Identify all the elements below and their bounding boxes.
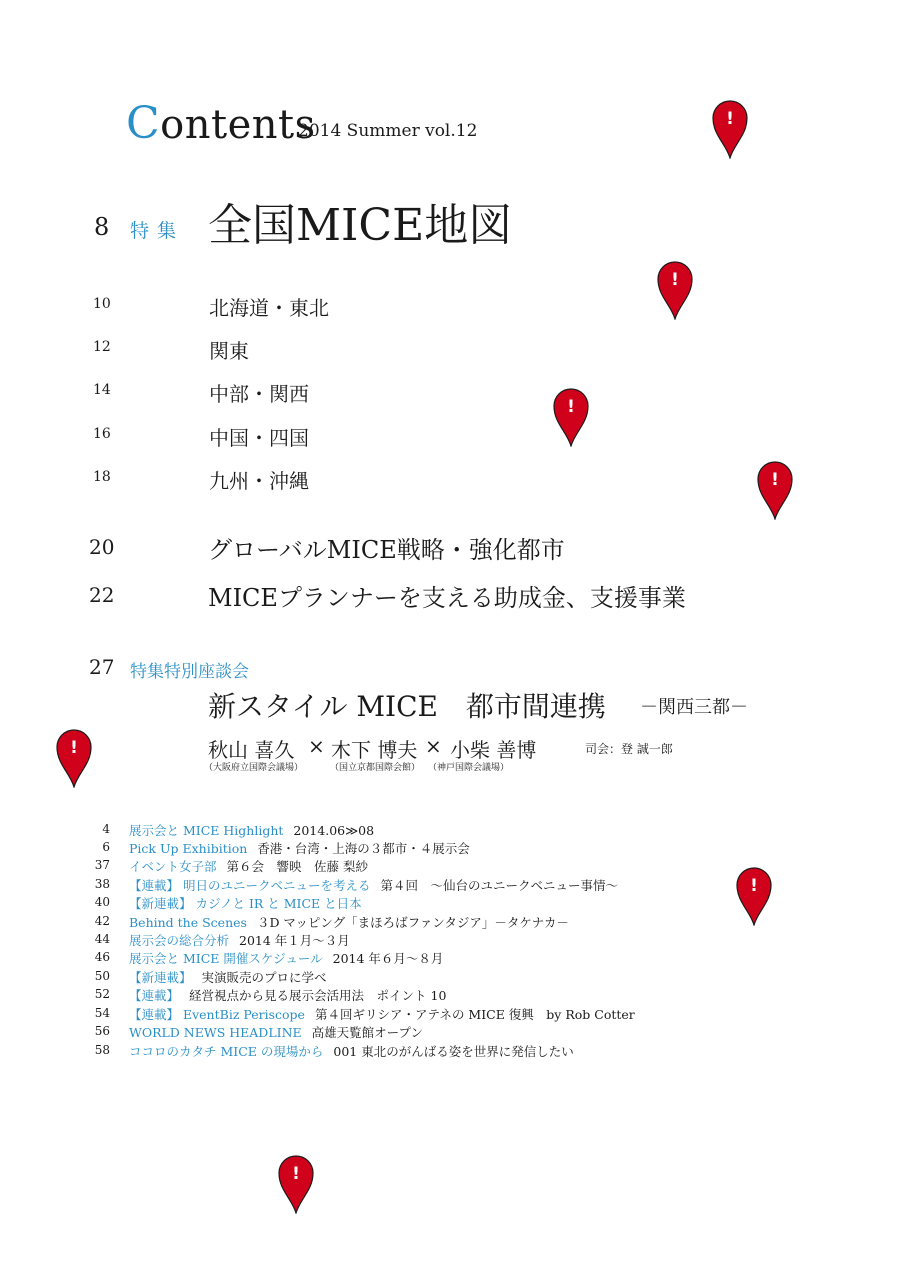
list-title: 【連載】 明日のユニークベニューを考える [129,878,371,893]
map-pin-icon [55,728,93,788]
list-detail: 高雄天覧館オープン [311,1025,424,1040]
roundtable-label: 特集特別座談会 [130,662,249,682]
list-detail: 2014 年１月～３月 [239,933,350,948]
svg-text:!: ! [70,738,78,758]
region-page: 18 [93,469,111,485]
list-item [129,1005,635,1023]
map-pin-icon [277,1154,315,1214]
speaker-name: 小柴 善博 [450,738,537,762]
list-title: ココロのカタチ MICE の現場から [129,1044,324,1059]
list-detail: 実演販売のプロに学べ [201,970,327,985]
region-label: 中部・関西 [209,382,309,406]
list-detail: 第４回 ～仙台のユニークベニュー事情～ [380,878,618,893]
list-title: Behind the Scenes [129,915,247,930]
roundtable-page: 27 [89,655,115,679]
list-title: 展示会と MICE Highlight [129,823,284,838]
region-page: 14 [93,382,111,398]
speaker-separator: × [308,734,325,758]
list-item [129,857,368,875]
list-detail: 2014.06≫08 [293,823,375,838]
article-title: グローバルMICE戦略・強化都市 [208,536,565,564]
speaker-affiliation: （神戸国際会議場） [428,763,510,773]
list-page: 44 [94,932,110,946]
map-pin-icon [756,460,794,520]
region-label: 九州・沖縄 [209,469,309,493]
list-item [129,913,569,931]
map-pin-icon [656,260,694,320]
list-title: 【連載】 [129,988,180,1003]
region-label: 北海道・東北 [209,296,329,320]
region-label: 中国・四国 [209,426,309,450]
moderator: 司会：登 誠一郎 [585,742,673,756]
title-rest: ontents [160,102,316,148]
article-page: 22 [89,583,115,607]
list-page: 37 [94,858,110,872]
speaker-affiliation: （国立京都国際会館） [330,763,421,773]
list-item [129,931,350,949]
svg-text:!: ! [726,109,734,129]
list-title: WORLD NEWS HEADLINE [129,1025,302,1040]
feature-page-number: 8 [94,213,110,241]
list-title: Pick Up Exhibition [129,841,248,856]
region-page: 10 [93,296,111,312]
list-title: 展示会と MICE 開催スケジュール [129,951,323,966]
map-pin-icon [735,866,773,926]
list-page: 6 [102,840,110,854]
region-page: 12 [93,339,111,355]
list-item [129,986,446,1004]
list-title: 展示会の総合分析 [129,933,230,948]
list-item [129,839,470,857]
region-label: 関東 [209,339,249,363]
list-title: イベント女子部 [129,859,217,874]
list-page: 52 [94,987,110,1001]
article-page: 20 [89,535,115,559]
map-pin-icon [552,387,590,447]
list-detail: 第６会 響映 佐藤 梨紗 [226,859,368,874]
list-page: 54 [94,1006,110,1020]
list-title: 【連載】 EventBiz Periscope [129,1007,305,1022]
speaker-affiliation: （大阪府立国際会議場） [204,763,304,773]
region-page: 16 [93,426,111,442]
article-title: MICEプランナーを支える助成金、支援事業 [208,584,686,612]
list-page: 56 [94,1024,110,1038]
roundtable-title: 新スタイル MICE 都市間連携 [208,690,606,723]
list-page: 42 [94,914,110,928]
list-page: 46 [94,950,110,964]
roundtable-subtitle: －関西三都－ [640,697,748,718]
list-title: 【新連載】 [129,970,192,985]
list-detail: 2014 年６月～８月 [332,951,444,966]
speaker-separator: × [425,734,442,758]
list-page: 50 [94,969,110,983]
svg-text:!: ! [292,1164,300,1184]
list-page: 58 [94,1043,110,1057]
feature-label: 特集 [130,220,185,242]
feature-title: 全国MICE地図 [208,200,513,251]
speaker-name: 秋山 喜久 [208,738,295,762]
list-item [129,876,618,894]
issue-label: 2014 Summer vol.12 [298,121,478,141]
list-item [129,1023,423,1041]
title-initial: C [126,98,161,149]
list-detail: ３D マッピング「まほろばファンタジア」－タケナカ－ [256,915,569,930]
list-detail: 経営視点から見る展示会活用法 ポイント 10 [189,988,447,1003]
list-page: 4 [102,822,110,836]
list-item [129,949,443,967]
list-item [129,821,374,839]
list-title: 【新連載】 カジノと IR と MICE と日本 [129,896,362,911]
list-page: 38 [94,877,110,891]
map-pin-icon [711,99,749,159]
list-detail: 香港・台湾・上海の３都市・４展示会 [257,841,470,856]
list-detail: 第４回ギリシア・アテネの MICE 復興 by Rob Cotter [314,1007,635,1022]
svg-text:!: ! [771,470,779,490]
list-detail: 001 東北のがんばる姿を世界に発信したい [333,1044,574,1059]
list-page: 40 [94,895,110,909]
list-item [129,1042,574,1060]
contents-title [126,100,316,149]
list-item [129,894,372,912]
svg-text:!: ! [671,270,679,290]
speaker-name: 木下 博夫 [331,738,418,762]
svg-text:!: ! [750,876,758,896]
list-item [129,968,327,986]
svg-text:!: ! [567,397,575,417]
